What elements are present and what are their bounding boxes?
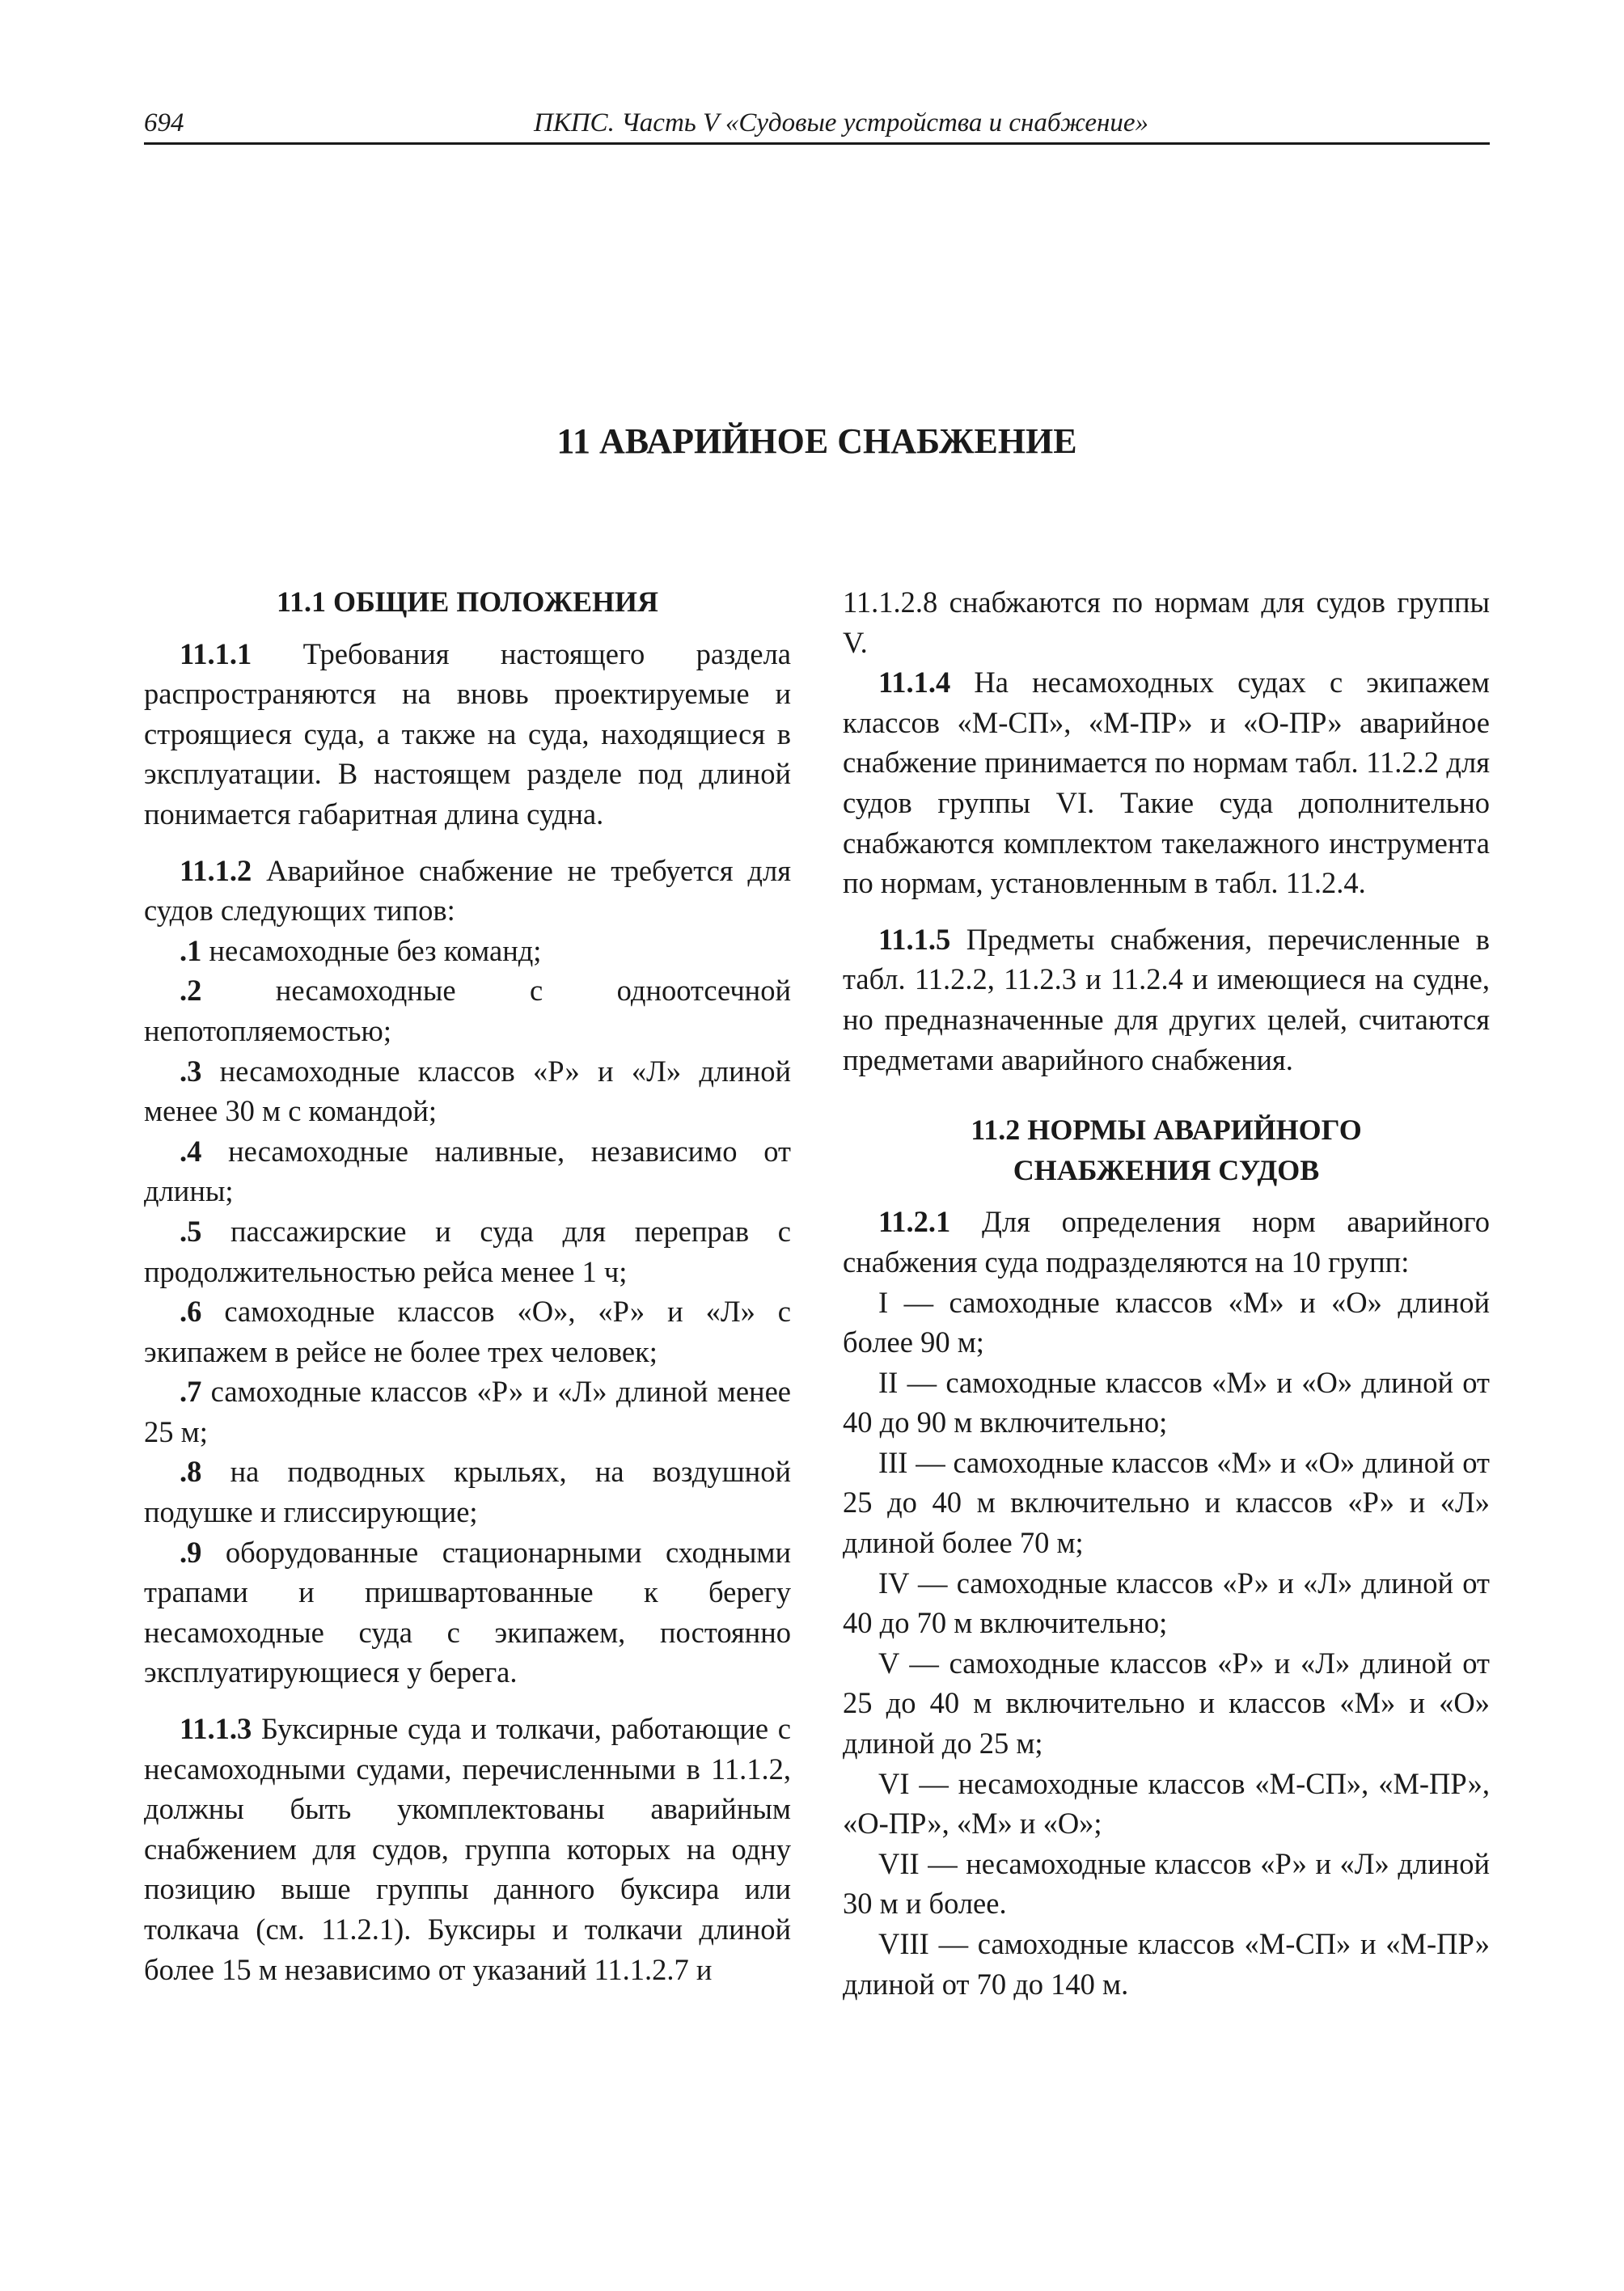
item-number: .1 bbox=[180, 933, 202, 967]
paragraph-11-1-3 bbox=[144, 1709, 791, 1989]
item-text: несамоходные с одноотсечной непотопляемостью; bbox=[144, 974, 791, 1047]
group-item: V — самоходные классов «Р» и «Л» длиной от 25 до 40 м включительно и классов «М» и «О» длиной до 25 м; bbox=[843, 1646, 1490, 1761]
clause-text: Предметы снабжения, перечисленные в табл. 11.2.2, 11.2.3 и 11.2.4 и имеющиеся на судне, но предназначенные для других целей, считаются предметами аварийного снабжения. bbox=[843, 922, 1490, 1076]
list-item bbox=[144, 970, 791, 1050]
group-item: II — самоходные классов «М» и «О» длиной от 40 до 90 м включительно; bbox=[843, 1365, 1490, 1439]
paragraph-11-1-1 bbox=[144, 634, 791, 835]
clause-number: 11.1.1 bbox=[180, 636, 252, 670]
item-number: .5 bbox=[180, 1214, 202, 1248]
clause-text: Для определения норм аварийного снабжения суда подразделяются на 10 групп: bbox=[843, 1205, 1490, 1279]
clause-text: Буксирные суда и толкачи, работающие с несамоходными судами, перечисленными в 11.1.2, должны быть укомплектованы аварийным снабжением для судов, группа которых на одну позицию выше группы данного буксира или толкача (см. 11.2.1). Буксиры и толкачи длиной более 15 м независимо от указаний 11.1.2.7 и bbox=[144, 1712, 791, 1986]
group-item: VII — несамоходные классов «Р» и «Л» длиной 30 м и более. bbox=[843, 1846, 1490, 1921]
group-item: IV — самоходные классов «Р» и «Л» длиной от 40 до 70 м включительно; bbox=[843, 1566, 1490, 1640]
list-item bbox=[144, 1051, 791, 1131]
group-item: VIII — самоходные классов «М-СП» и «М-ПР» длиной от 70 до 140 м. bbox=[843, 1927, 1490, 2001]
list-item bbox=[144, 1291, 791, 1372]
item-text: самоходные классов «Р» и «Л» длиной менее 25 м; bbox=[144, 1375, 791, 1448]
clause-text: Требования настоящего раздела распространяются на вновь проектируемые и строящиеся суда, а также на суда, находящиеся в эксплуатации. В настоящем разделе под длиной понимается габаритная длина судна. bbox=[144, 636, 791, 831]
section-heading-11-2 bbox=[843, 1110, 1490, 1190]
running-title: ПКПС. Часть V «Судовые устройства и снабжение» bbox=[533, 108, 1148, 137]
paragraph-continued: 11.1.2.8 снабжаются по нормам для судов группы V. bbox=[843, 585, 1490, 659]
item-text: самоходные классов «О», «Р» и «Л» с экипажем в рейсе не более трех человек; bbox=[144, 1295, 791, 1368]
section-heading-line: СНАБЖЕНИЯ СУДОВ bbox=[1013, 1153, 1320, 1186]
item-text: на подводных крыльях, на воздушной подушке и глиссирующие; bbox=[144, 1455, 791, 1529]
clause-text: Аварийное снабжение не требуется для судов следующих типов: bbox=[144, 853, 791, 928]
paragraph-11-2-1 bbox=[843, 1202, 1490, 1282]
item-number: .4 bbox=[180, 1134, 202, 1168]
paragraph-11-1-2 bbox=[144, 851, 791, 931]
clause-number: 11.1.3 bbox=[180, 1712, 252, 1746]
item-text: несамоходные наливные, независимо от длины; bbox=[144, 1134, 791, 1208]
list-item bbox=[144, 1372, 791, 1452]
list-item bbox=[144, 1211, 791, 1291]
clause-text: На несамоходных судах с экипажем классов «М-СП», «М-ПР» и «О-ПР» аварийное снабжение принимается по нормам табл. 11.2.2 для судов группы VI. Такие суда дополнительно снабжаются комплектом такелажного инструмента по нормам, установленным в табл. 11.2.4. bbox=[843, 666, 1490, 900]
paragraph-11-1-5 bbox=[843, 919, 1490, 1080]
right-column bbox=[843, 582, 1490, 2004]
clause-number: 11.1.2 bbox=[180, 853, 252, 887]
page-number: 694 bbox=[144, 108, 184, 137]
running-header bbox=[144, 104, 1490, 145]
clause-number: 11.2.1 bbox=[878, 1205, 951, 1239]
item-text: несамоходные без команд; bbox=[201, 933, 542, 967]
item-number: .8 bbox=[180, 1455, 202, 1489]
list-item bbox=[144, 931, 791, 971]
paragraph-11-1-4 bbox=[843, 662, 1490, 903]
group-item: VI — несамоходные классов «М-СП», «М-ПР», «О-ПР», «М» и «О»; bbox=[843, 1766, 1490, 1841]
item-number: .7 bbox=[180, 1375, 202, 1409]
item-number: .9 bbox=[180, 1535, 202, 1569]
item-number: .6 bbox=[180, 1295, 202, 1329]
group-item: III — самоходные классов «М» и «О» длиной от 25 до 40 м включительно и классов «Р» и «Л» длиной более 70 м; bbox=[843, 1445, 1490, 1560]
item-number: .3 bbox=[180, 1054, 202, 1088]
list-item bbox=[144, 1532, 791, 1693]
list-item bbox=[144, 1131, 791, 1211]
item-text: оборудованные стационарными сходными трапами и пришвартованные к берегу несамоходные суда с экипажем, постоянно эксплуатирующиеся у берега. bbox=[144, 1535, 791, 1689]
left-column bbox=[144, 582, 791, 1989]
clause-number: 11.1.4 bbox=[878, 666, 951, 700]
chapter-title: 11 АВАРИЙНОЕ СНАБЖЕНИЕ bbox=[556, 421, 1077, 461]
item-text: пассажирские и суда для переправ с продолжительностью рейса менее 1 ч; bbox=[144, 1214, 791, 1288]
list-item bbox=[144, 1452, 791, 1532]
group-item: I — самоходные классов «М» и «О» длиной более 90 м; bbox=[843, 1285, 1490, 1359]
item-number: .2 bbox=[180, 974, 202, 1008]
clause-number: 11.1.5 bbox=[878, 922, 951, 956]
item-text: несамоходные классов «Р» и «Л» длиной менее 30 м с командой; bbox=[144, 1054, 791, 1128]
section-heading-11-1: 11.1 ОБЩИЕ ПОЛОЖЕНИЯ bbox=[276, 585, 659, 618]
section-heading-line: 11.2 НОРМЫ АВАРИЙНОГО bbox=[971, 1114, 1362, 1147]
